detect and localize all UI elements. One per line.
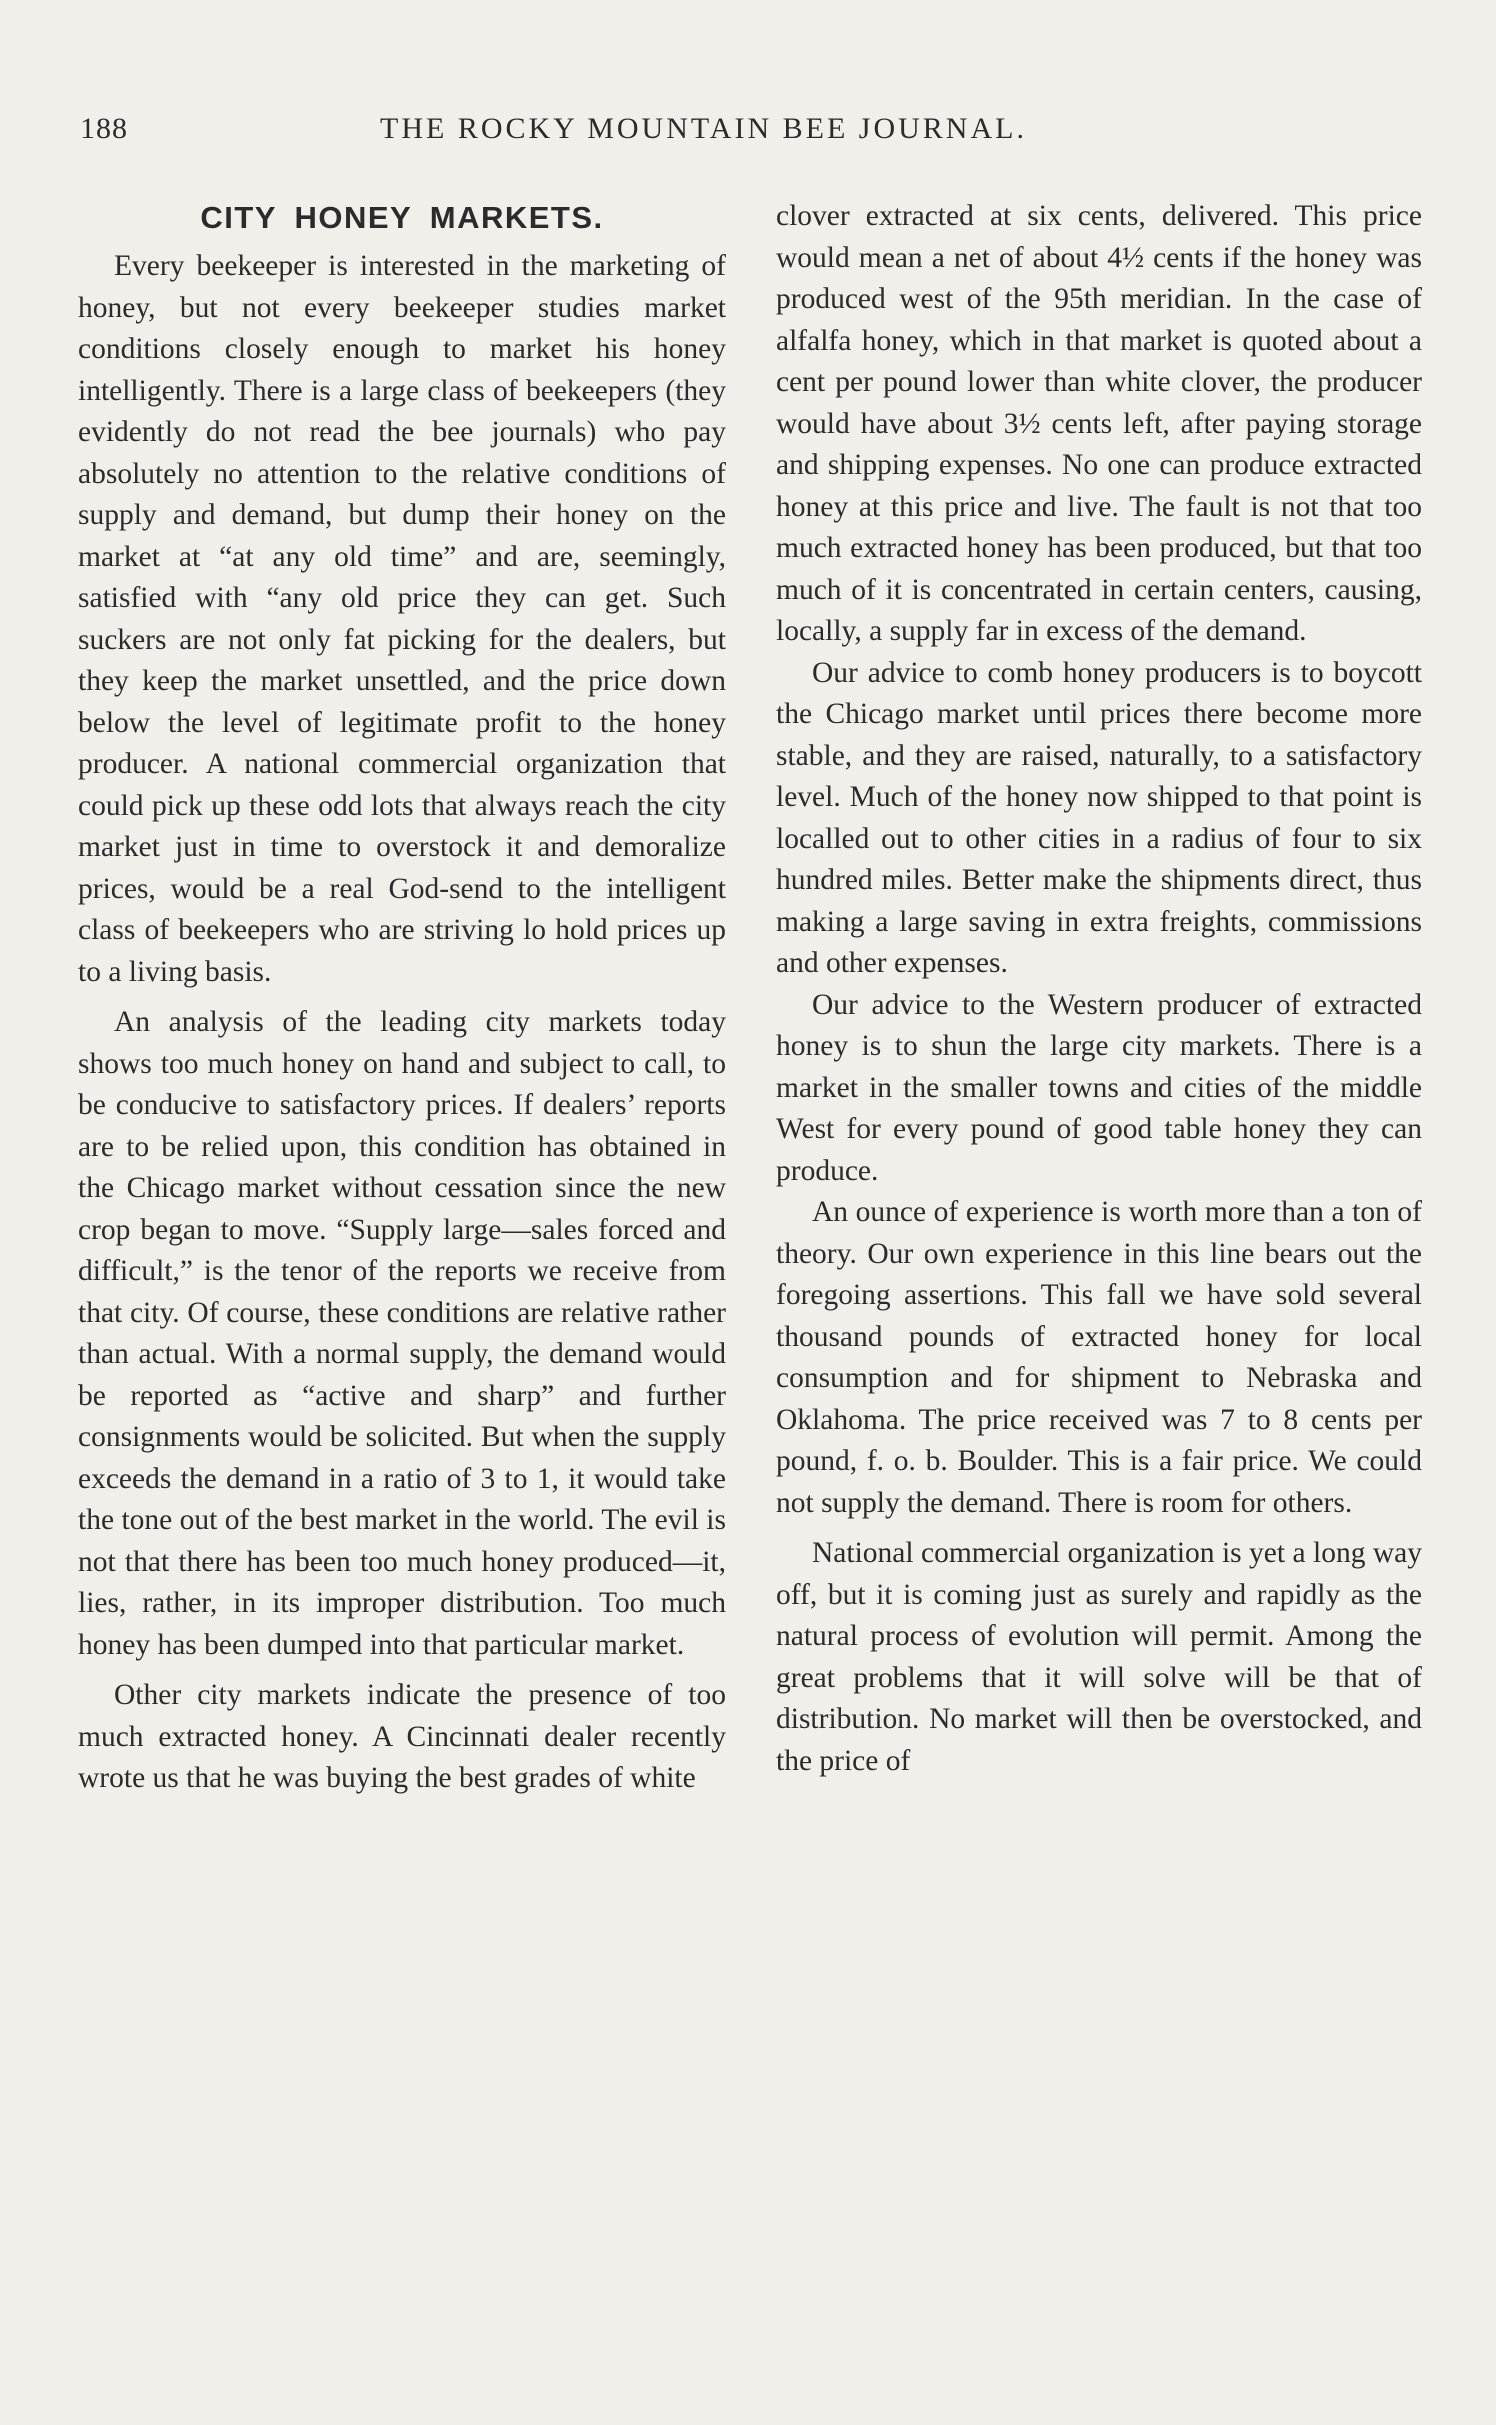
left-column: [78, 196, 726, 1800]
running-head: [0, 112, 1496, 162]
paragraph: Other city markets indicate the presence of too much extracted honey. A Cincinnati dealer recently wrote us that he was buying the best grades of white: [78, 1679, 726, 1794]
paragraph: clover extracted at six cents, delivered. This price would mean a net of about 4½ cents if the honey was produced west of the 95th meridian. In the case of alfalfa honey, which in that market is quoted about a cent per pound lower than white clover, the producer would have about 3½ cents left, after paying storage and shipping expenses. No one can produce extracted honey at this price and live. The fault is not that too much extracted honey has been produced, but that too much of it is concentrated in certain centers, causing, locally, a supply far in excess of the demand.: [776, 200, 1422, 647]
paragraph: An ounce of experience is worth more than a ton of theory. Our own experience in this line bears out the foregoing assertions. This fall we have sold several thousand pounds of extracted honey for local consumption and for shipment to Nebraska and Oklahoma. The price received was 7 to 8 cents per pound, f. o. b. Boulder. This is a fair price. We could not supply the demand. There is room for others.: [776, 1196, 1422, 1519]
journal-title: THE ROCKY MOUNTAIN BEE JOURNAL.: [380, 112, 1027, 145]
paragraph: An analysis of the leading city markets today shows too much honey on hand and subject to call, to be conducive to satisfactory prices. If dealers’ reports are to be relied upon, this condition has obtained in the Chicago market without cessation since the new crop began to move. “Supply large—sales forced and difficult,” is the tenor of the reports we receive from that city. Of course, these conditions are relative rather than actual. With a normal supply, the demand would be reported as “active and sharp” and further consignments would be solicited. But when the supply exceeds the demand in a ratio of 3 to 1, it would take the tone out of the best market in the world. The evil is not that there has been too much honey produced—it, lies, rather, in its improper distribution. Too much honey has been dumped into that particular market.: [78, 1006, 726, 1661]
page-number: 188: [80, 112, 128, 145]
paragraph: National commercial organization is yet a long way off, but it is coming just as surely and rapidly as the natural process of evolution will permit. Among the great problems that it will solve will be that of distribution. No market will then be overstocked, and the price of: [776, 1537, 1422, 1777]
paragraph: Every beekeeper is interested in the marketing of honey, but not every beekeeper studies market conditions closely enough to market his honey intelligently. There is a large class of beekeepers (they evidently do not read the bee journals) who pay absolutely no attention to the relative conditions of supply and demand, but dump their honey on the market at “at any old time” and are, seemingly, satisfied with “any old price they can get. Such suckers are not only fat picking for the dealers, but they keep the market unsettled, and the price down below the level of legitimate profit to the honey producer. A national commercial organization that could pick up these odd lots that always reach the city market just in time to overstock it and demoralize prices, would be a real God-send to the intelligent class of beekeepers who are striving lo hold prices up to a living basis.: [78, 250, 726, 988]
article-title: CITY HONEY MARKETS.: [200, 200, 604, 235]
right-column: [776, 196, 1422, 1782]
paragraph: Our advice to the Western producer of extracted honey is to shun the large city markets. There is a market in the smaller towns and cities of the middle West for every pound of good table honey they can produce.: [776, 988, 1422, 1187]
paragraph: Our advice to comb honey producers is to boycott the Chicago market until prices there become more stable, and they are raised, naturally, to a satisfactory level. Much of the honey now shipped to that point is localled out to other cities in a radius of four to six hundred miles. Better make the shipments direct, thus making a large saving in extra freights, commissions and other expenses.: [776, 656, 1422, 979]
